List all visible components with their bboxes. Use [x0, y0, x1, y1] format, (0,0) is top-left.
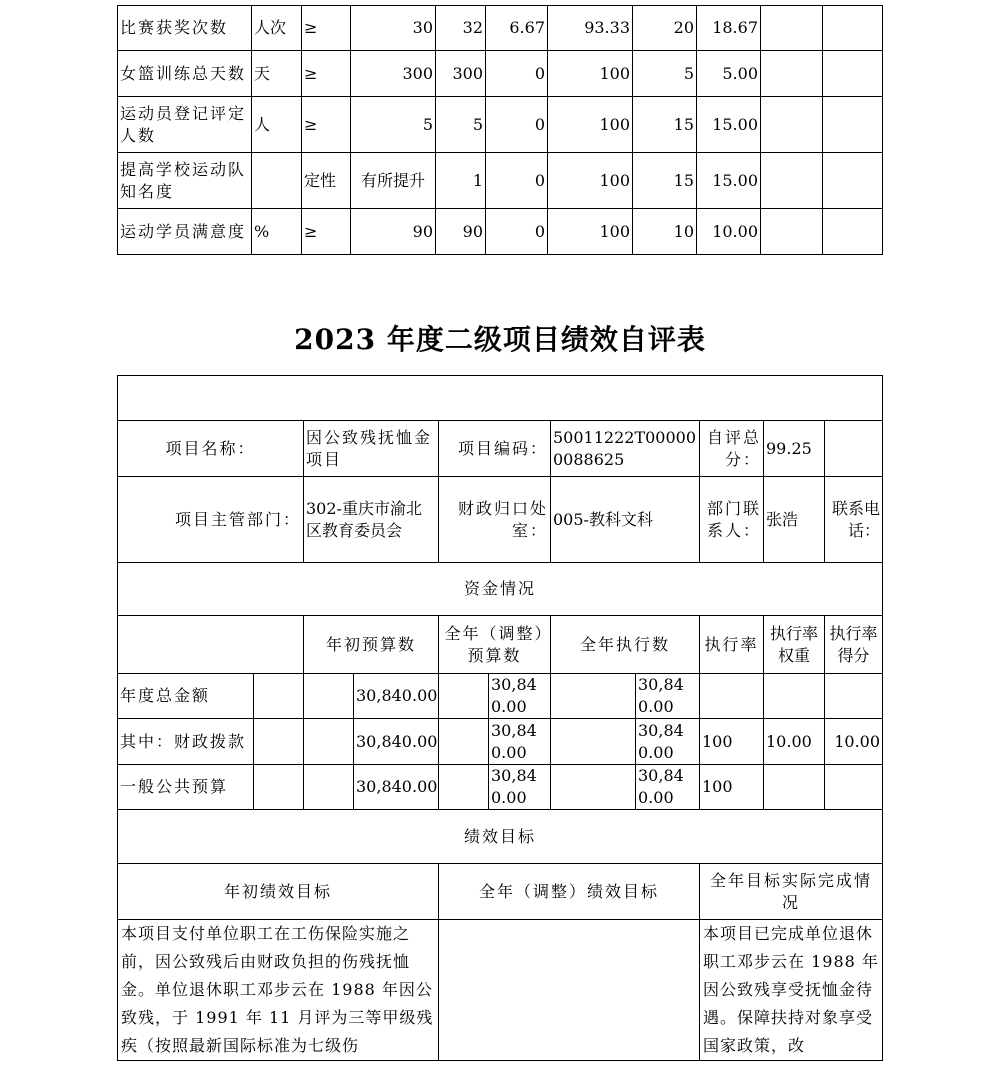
indicator-operator: ≥: [302, 97, 351, 153]
indicator-target: 5: [351, 97, 436, 153]
funds-score: [825, 765, 883, 810]
indicator-blank: [761, 153, 823, 209]
phone-label: 联系电话：: [825, 477, 883, 563]
goals-header-adjusted: 全年（调整）绩效目标: [439, 864, 700, 920]
indicator-row: [118, 51, 883, 97]
indicator-actual: 32: [436, 6, 486, 51]
goals-actual-text: 本项目已完成单位退休职工邓步云在 1988 年因公致残享受抚恤金待遇。保障扶持对象享受国家政策，改: [700, 920, 883, 1061]
indicator-actual: 1: [436, 153, 486, 209]
indicator-operator: ≥: [302, 6, 351, 51]
goals-section-row: [118, 810, 883, 864]
blank-cell: [118, 376, 883, 421]
funds-adjusted: 30,840.00: [489, 674, 551, 719]
indicator-actual: 300: [436, 51, 486, 97]
funds-rate: [700, 674, 764, 719]
blank-cell: [254, 765, 304, 810]
funds-row-label: 一般公共预算: [118, 765, 254, 810]
indicator-weight: 15: [633, 97, 697, 153]
indicator-score: 10.00: [697, 209, 761, 255]
funds-section-row: [118, 563, 883, 616]
funds-rate: 100: [700, 719, 764, 765]
funds-header-row: [118, 616, 883, 674]
blank-cell: [825, 421, 883, 477]
funds-weight: [764, 674, 825, 719]
indicator-score: 15.00: [697, 97, 761, 153]
finance-label: 财政归口处室：: [439, 477, 551, 563]
blank-cell: [439, 765, 489, 810]
indicator-deviation: 0: [486, 51, 548, 97]
project-code-value: 50011222T000000088625: [551, 421, 700, 477]
indicator-rate: 100: [548, 153, 633, 209]
funds-initial: 30,840.00: [354, 674, 439, 719]
indicator-target: 30: [351, 6, 436, 51]
blank-cell: [439, 719, 489, 765]
indicator-blank: [761, 209, 823, 255]
goals-header-initial: 年初绩效目标: [118, 864, 439, 920]
indicator-unit: [252, 153, 302, 209]
indicator-blank: [761, 6, 823, 51]
funds-row: [118, 674, 883, 719]
blank-cell: [551, 674, 636, 719]
indicator-score: 5.00: [697, 51, 761, 97]
blank-header-row: [118, 376, 883, 421]
indicator-unit: 天: [252, 51, 302, 97]
indicator-weight: 15: [633, 153, 697, 209]
indicator-target: 300: [351, 51, 436, 97]
funds-section-title: 资金情况: [118, 563, 883, 616]
dept-value: 302-重庆市渝北区教育委员会: [304, 477, 439, 563]
finance-value: 005-教科文科: [551, 477, 700, 563]
goals-section-title: 绩效目标: [118, 810, 883, 864]
indicator-deviation: 0: [486, 209, 548, 255]
indicator-table: [117, 5, 883, 255]
funds-header-rate-score: 执行率得分: [825, 616, 883, 674]
funds-header-executed: 全年执行数: [551, 616, 700, 674]
indicator-weight: 10: [633, 209, 697, 255]
contact-value: 张浩: [764, 477, 825, 563]
indicator-operator: 定性: [302, 153, 351, 209]
indicator-name: 比赛获奖次数: [118, 6, 252, 51]
goals-content-row: [118, 920, 883, 1061]
blank-cell: [304, 674, 354, 719]
goals-adjusted-text: [439, 920, 700, 1061]
funds-row: [118, 765, 883, 810]
indicator-blank: [823, 51, 883, 97]
indicator-name: 女篮训练总天数: [118, 51, 252, 97]
funds-executed: 30,840.00: [636, 719, 700, 765]
indicator-operator: ≥: [302, 209, 351, 255]
indicator-score: 18.67: [697, 6, 761, 51]
indicator-blank: [823, 6, 883, 51]
indicator-row: [118, 209, 883, 255]
blank-cell: [551, 765, 636, 810]
funds-row-label: 其中：财政拨款: [118, 719, 254, 765]
indicator-weight: 5: [633, 51, 697, 97]
funds-adjusted: 30,840.00: [489, 765, 551, 810]
project-code-label: 项目编码：: [439, 421, 551, 477]
project-name-value: 因公致残抚恤金项目: [304, 421, 439, 477]
indicator-blank: [761, 97, 823, 153]
project-name-label: 项目名称：: [118, 421, 304, 477]
funds-weight: [764, 765, 825, 810]
funds-score: [825, 674, 883, 719]
dept-info-row: [118, 477, 883, 563]
indicator-row: [118, 6, 883, 51]
contact-label: 部门联系人：: [700, 477, 764, 563]
indicator-rate: 100: [548, 51, 633, 97]
funds-header-adjusted: 全年（调整）预算数: [439, 616, 551, 674]
indicator-name: 运动学员满意度: [118, 209, 252, 255]
funds-weight: 10.00: [764, 719, 825, 765]
funds-executed: 30,840.00: [636, 765, 700, 810]
blank-cell: [254, 674, 304, 719]
indicator-blank: [823, 209, 883, 255]
indicator-target: 有所提升: [351, 153, 436, 209]
indicator-deviation: 0: [486, 153, 548, 209]
indicator-rate: 93.33: [548, 6, 633, 51]
funds-executed: 30,840.00: [636, 674, 700, 719]
blank-cell: [118, 616, 304, 674]
funds-row-label: 年度总金额: [118, 674, 254, 719]
indicator-score: 15.00: [697, 153, 761, 209]
funds-row: [118, 719, 883, 765]
funds-header-initial: 年初预算数: [304, 616, 439, 674]
indicator-deviation: 6.67: [486, 6, 548, 51]
indicator-weight: 20: [633, 6, 697, 51]
indicator-actual: 90: [436, 209, 486, 255]
goals-header-row: [118, 864, 883, 920]
page-title: 2023 年度二级项目绩效自评表: [294, 323, 706, 356]
funds-adjusted: 30,840.00: [489, 719, 551, 765]
funds-initial: 30,840.00: [354, 765, 439, 810]
funds-header-rate-weight: 执行率权重: [764, 616, 825, 674]
indicator-deviation: 0: [486, 97, 548, 153]
blank-cell: [439, 674, 489, 719]
indicator-rate: 100: [548, 209, 633, 255]
indicator-blank: [823, 97, 883, 153]
evaluation-table: [117, 375, 883, 1061]
funds-score: 10.00: [825, 719, 883, 765]
indicator-blank: [761, 51, 823, 97]
indicator-operator: ≥: [302, 51, 351, 97]
goals-initial-text: 本项目支付单位职工在工伤保险实施之前，因公致残后由财政负担的伤残抚恤金。单位退休职工邓步云在 1988 年因公致残，于 1991 年 11 月评为三等甲级残疾（按照最新国际标准为七级伤: [118, 920, 439, 1061]
indicator-target: 90: [351, 209, 436, 255]
funds-rate: 100: [700, 765, 764, 810]
indicator-unit: 人次: [252, 6, 302, 51]
funds-header-rate: 执行率: [700, 616, 764, 674]
indicator-name: 提高学校运动队知名度: [118, 153, 252, 209]
goals-header-actual: 全年目标实际完成情况: [700, 864, 883, 920]
dept-label: 项目主管部门：: [118, 477, 304, 563]
self-score-label: 自评总分：: [700, 421, 764, 477]
indicator-row: [118, 97, 883, 153]
self-score-value: 99.25: [764, 421, 825, 477]
indicator-rate: 100: [548, 97, 633, 153]
project-info-row: [118, 421, 883, 477]
indicator-actual: 5: [436, 97, 486, 153]
funds-initial: 30,840.00: [354, 719, 439, 765]
indicator-row: [118, 153, 883, 209]
blank-cell: [551, 719, 636, 765]
indicator-unit: %: [252, 209, 302, 255]
indicator-unit: 人: [252, 97, 302, 153]
blank-cell: [304, 719, 354, 765]
indicator-blank: [823, 153, 883, 209]
indicator-name: 运动员登记评定人数: [118, 97, 252, 153]
blank-cell: [304, 765, 354, 810]
blank-cell: [254, 719, 304, 765]
